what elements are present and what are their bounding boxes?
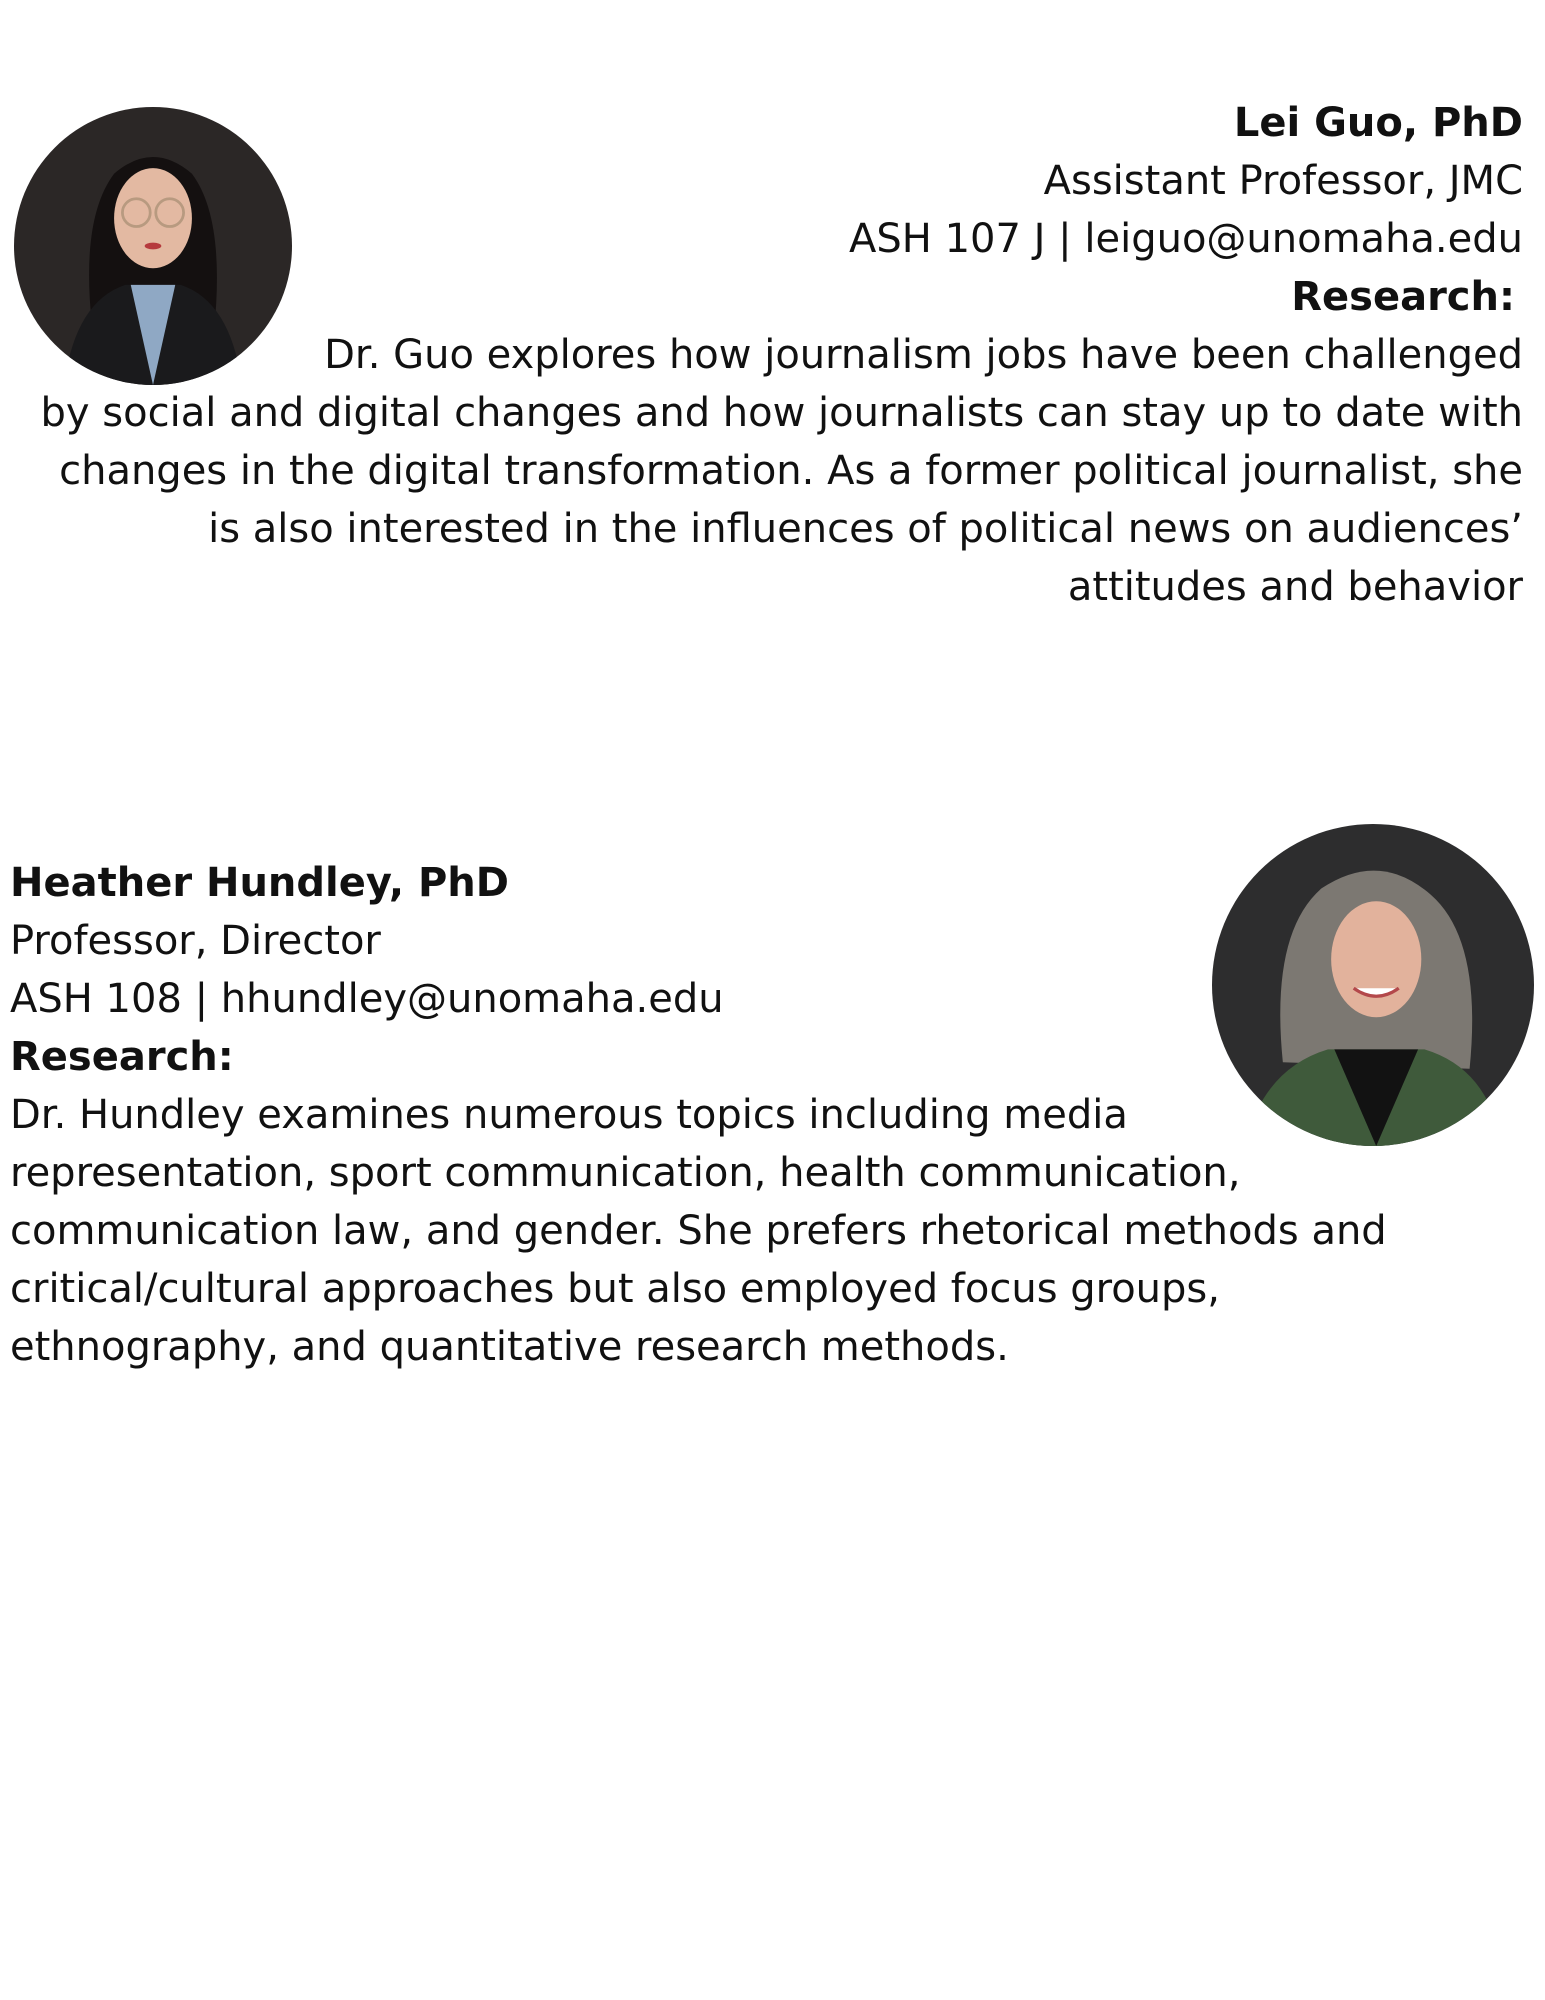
profile-office-email: ASH 107 J | leiguo@unomaha.edu bbox=[849, 216, 1523, 262]
research-label: Research: bbox=[10, 1034, 234, 1080]
profile-name: Heather Hundley, PhD bbox=[10, 860, 509, 906]
research-text-line: communication law, and gender. She prefers rhetorical methods and bbox=[10, 1208, 1387, 1254]
portrait-photo-heather-hundley bbox=[1212, 824, 1534, 1146]
research-text-line: critical/cultural approaches but also employed focus groups, bbox=[10, 1266, 1220, 1312]
research-text-line: ethnography, and quantitative research methods. bbox=[10, 1324, 1009, 1370]
research-text-line: is also interested in the influences of political news on audiences’ bbox=[208, 506, 1523, 552]
research-text-line: Dr. Hundley examines numerous topics including media bbox=[10, 1092, 1128, 1138]
research-text-line: by social and digital changes and how journalists can stay up to date with bbox=[40, 390, 1523, 436]
research-text-line: Dr. Guo explores how journalism jobs have been challenged bbox=[324, 332, 1523, 378]
portrait-photo-lei-guo bbox=[14, 107, 292, 385]
profile-title: Professor, Director bbox=[10, 918, 381, 964]
research-text-line: attitudes and behavior bbox=[1067, 564, 1523, 610]
profile-name: Lei Guo, PhD bbox=[1233, 100, 1523, 146]
profile-office-email: ASH 108 | hhundley@unomaha.edu bbox=[10, 976, 724, 1022]
research-label: Research: bbox=[1291, 274, 1515, 320]
research-text-line: representation, sport communication, health communication, bbox=[10, 1150, 1241, 1196]
profile-title: Assistant Professor, JMC bbox=[1043, 158, 1523, 204]
research-text-line: changes in the digital transformation. As a former political journalist, she bbox=[59, 448, 1523, 494]
